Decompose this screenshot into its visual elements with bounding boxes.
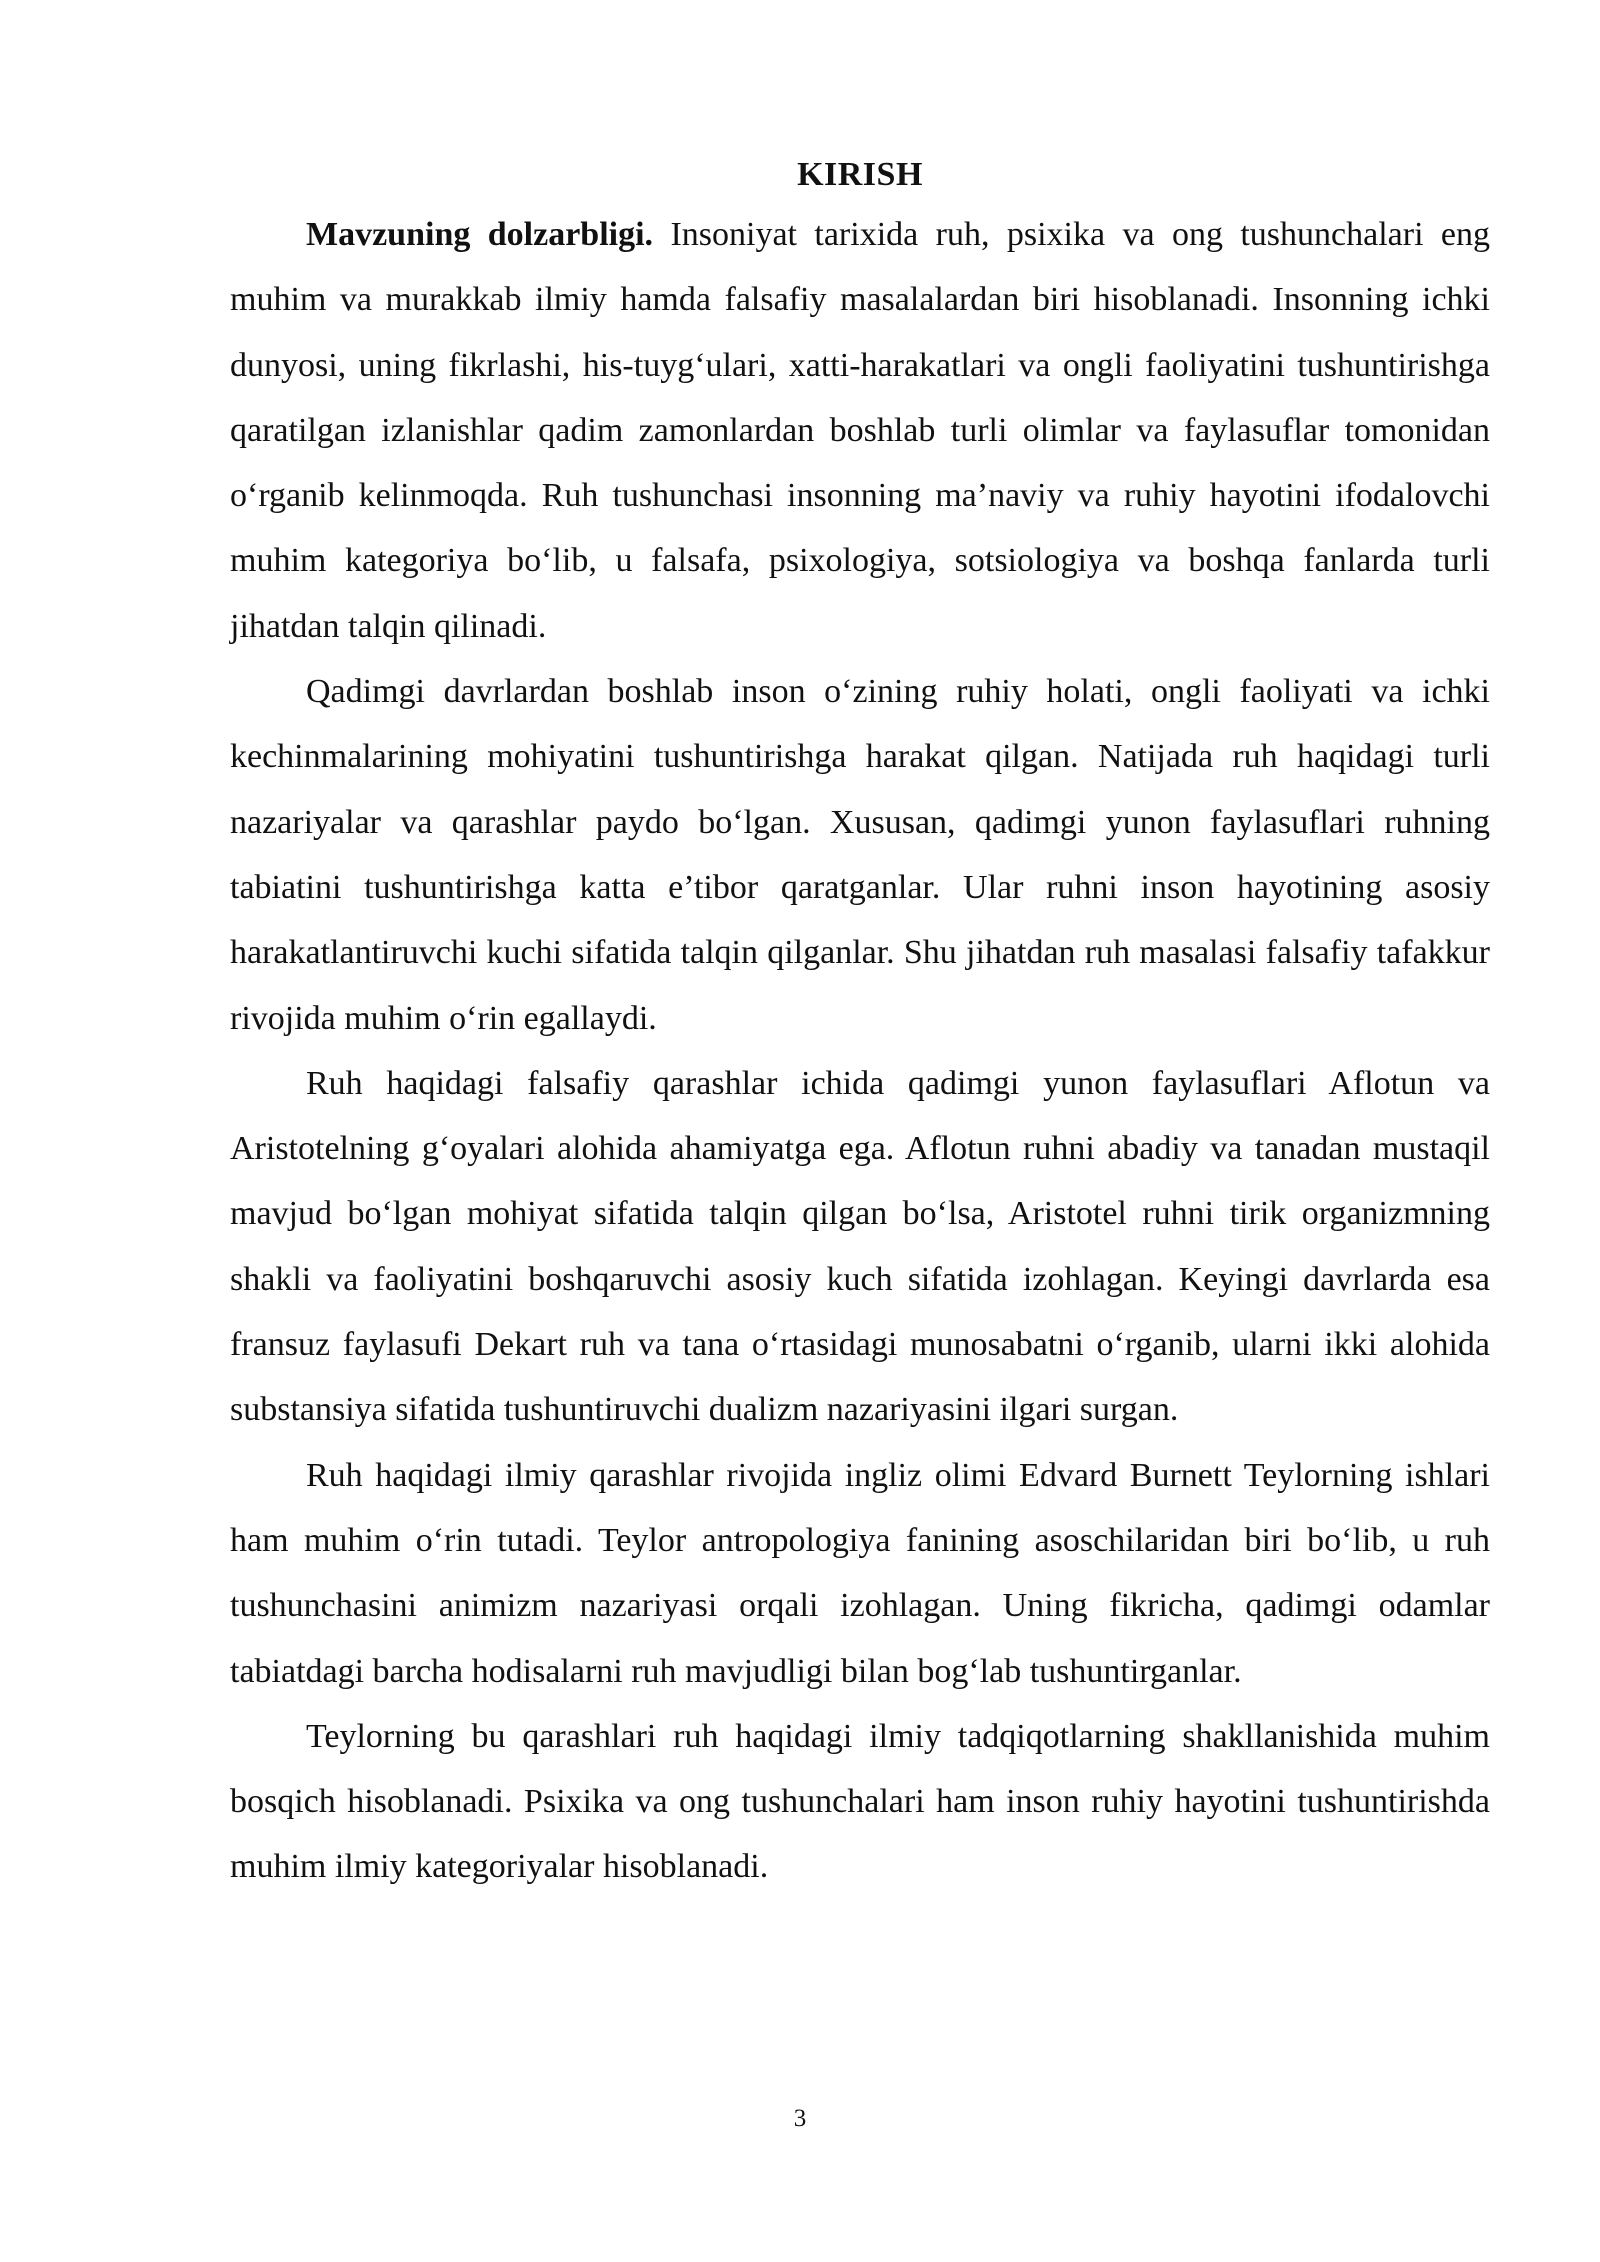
paragraph-greek-philosophers: Ruh haqidagi falsafiy qarashlar ichida qadimgi yunon faylasuflari Aflotun va Aristotelning g‘oyalari alohida ahamiyatga ega. Aflotun ruhni abadiy va tanadan mustaqil mavjud bo‘lgan mohiyat sifatida talqin qilgan bo‘lsa, Aristotel ruhni tirik organizmning shakli va faoliyatini boshqaruvchi asosiy kuch sifatida izohlagan. Keyingi davrlarda esa fransuz faylasufi Dekart ruh va tana o‘rtasidagi munosabatni o‘rganib, ularni ikki alohida substansiya sifatida tushuntiruvchi dualizm nazariyasini ilgari surgan.: [230, 1064, 1490, 1429]
page-number: 3: [793, 2105, 807, 2132]
paragraph-conclusion: Teylorning bu qarashlari ruh haqidagi ilmiy tadqiqotlarning shakllanishida muhim bosqich hisoblanadi. Psixika va ong tushunchalari ham inson ruhiy hayotini tushuntirishda muhim ilmiy kategoriyalar hisoblanadi.: [230, 1717, 1490, 1886]
paragraph-text: Insoniyat tarixida ruh, psixika va ong tushunchalari eng muhim va murakkab ilmiy hamda falsafiy masalalardan biri hisoblanadi. Insonning ichki dunyosi, uning fikrlashi, his-tuyg‘ulari, xatti-harakatlari va ongli faoliyatini tushuntirishga qaratilgan izlanishlar qadim zamonlardan boshlab turli olimlar va faylasuflar tomonidan o‘rganib kelinmoqda. Ruh tushunchasi insonning ma’naviy va ruhiy hayotini ifodalovchi muhim kategoriya bo‘lib, u falsafa, psixologiya, sotsiologiya va boshqa fanlarda turli jihatdan talqin qilinadi.: [230, 216, 1491, 645]
paragraph-ancient-times: Qadimgi davrlardan boshlab inson o‘zining ruhiy holati, ongli faoliyati va ichki kechinmalarining mohiyatini tushuntirishga harakat qilgan. Natijada ruh haqidagi turli nazariyalar va qarashlar paydo bo‘lgan. Xususan, qadimgi yunon faylasuflari ruhning tabiatini tushuntirishga katta e’tibor qaratganlar. Ular ruhni inson hayotining asosiy harakatlantiruvchi kuchi sifatida talqin qilganlar. Shu jihatdan ruh masalasi falsafiy tafakkur rivojida muhim o‘rin egallaydi.: [230, 673, 1490, 1037]
page-content: [230, 148, 1490, 1900]
paragraph-lead: Mavzuning dolzarbligi.: [306, 216, 654, 253]
section-heading: KIRISH: [797, 156, 923, 193]
paragraph-tylor: Ruh haqidagi ilmiy qarashlar rivojida ingliz olimi Edvard Burnett Teylorning ishlari ham muhim o‘rin tutadi. Teylor antropologiya fanining asoschilaridan biri bo‘lib, u ruh tushunchasini animizm nazariyasi orqali izohlagan. Uning fikricha, qadimgi odamlar tabiatdagi barcha hodisalarni ruh mavjudligi bilan bog‘lab tushuntirganlar.: [230, 1456, 1490, 1690]
paragraph-relevance: [230, 202, 1490, 659]
